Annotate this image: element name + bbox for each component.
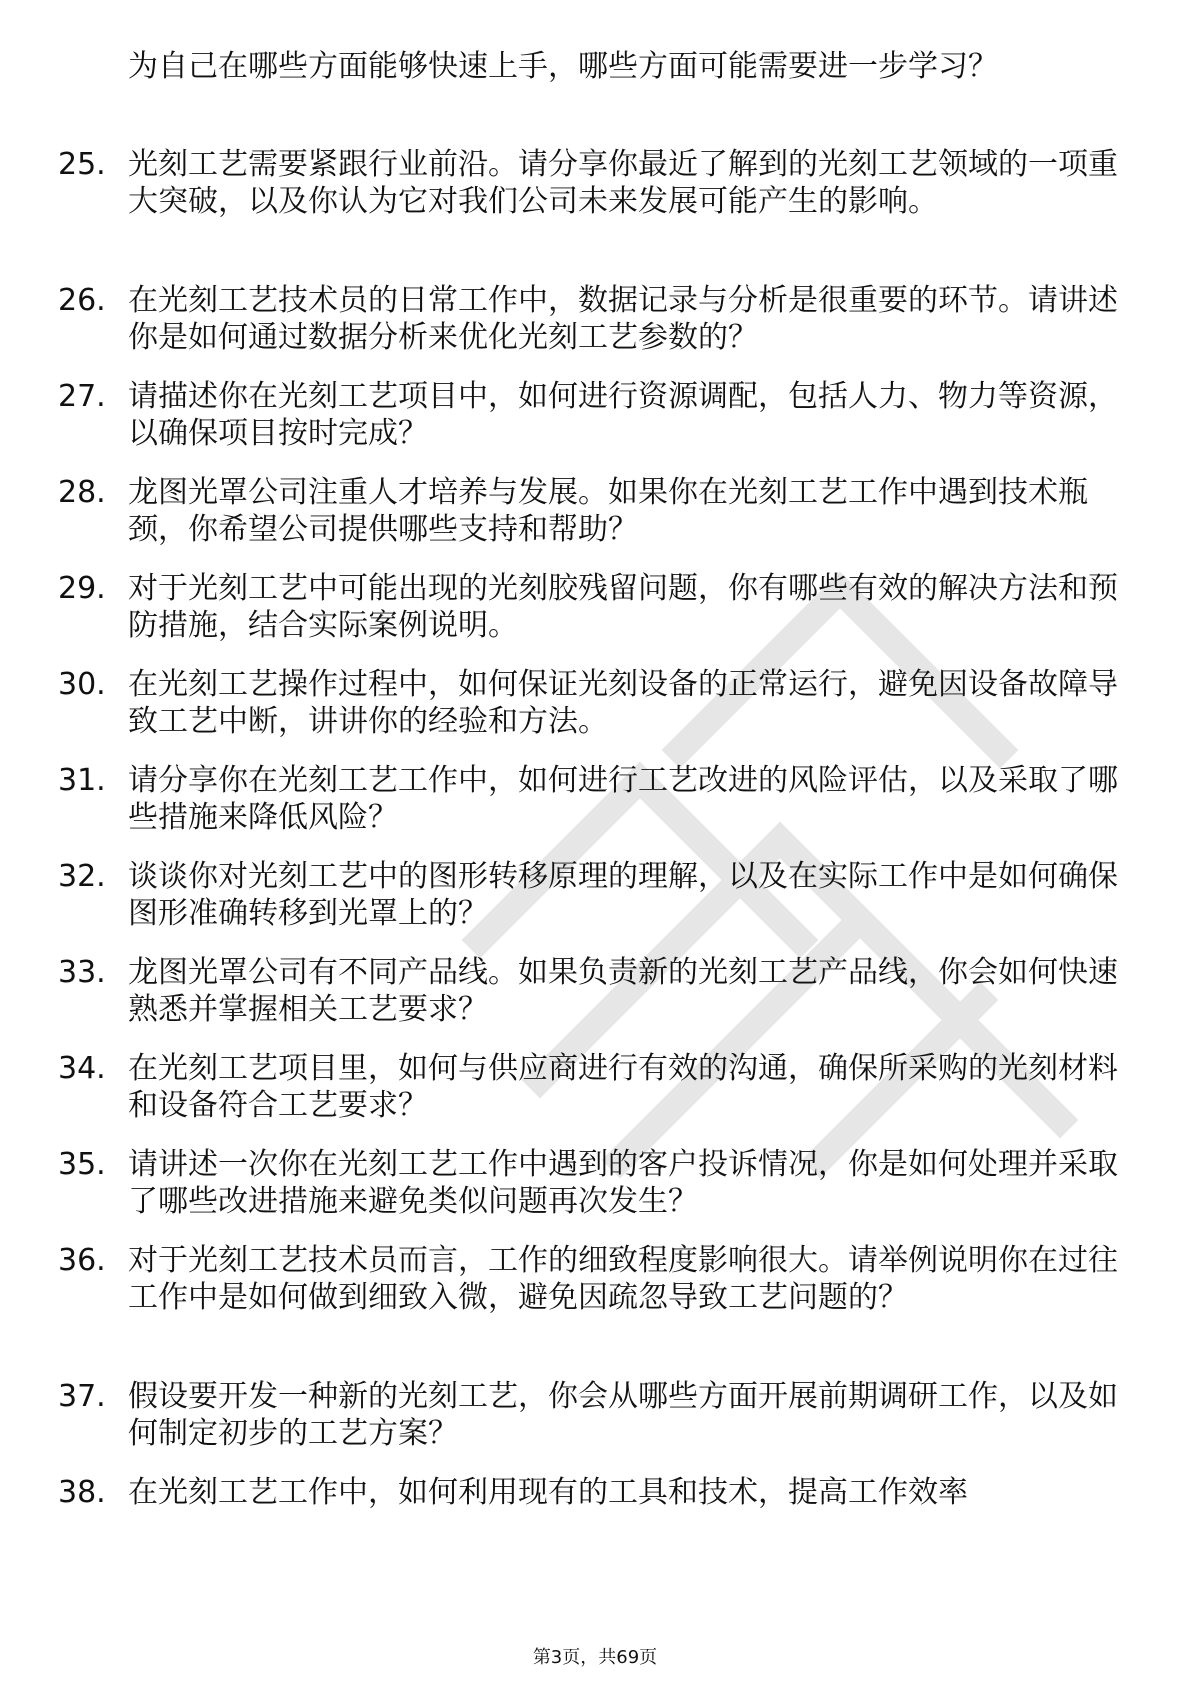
- question-item-30: [58, 666, 1118, 740]
- question-text: 谈谈你对光刻工艺中的图形转移原理的理解，以及在实际工作中是如何确保图形准确转移到光罩上的？: [128, 859, 1118, 931]
- question-text: 对于光刻工艺技术员而言，工作的细致程度影响很大。请举例说明你在过往工作中是如何做到细致入微，避免因疏忽导致工艺问题的？: [128, 1243, 1118, 1315]
- question-number: 27.: [58, 379, 106, 414]
- question-text: 请讲述一次你在光刻工艺工作中遇到的客户投诉情况，你是如何处理并采取了哪些改进措施来避免类似问题再次发生？: [128, 1147, 1118, 1219]
- question-item-33: [58, 954, 1118, 1028]
- question-text: 对于光刻工艺中可能出现的光刻胶残留问题，你有哪些有效的解决方法和预防措施，结合实际案例说明。: [128, 571, 1118, 643]
- question-item-25: [58, 146, 1118, 220]
- question-item-31: [58, 762, 1118, 836]
- question-item-29: [58, 570, 1118, 644]
- question-number: 25.: [58, 147, 106, 182]
- question-number: 31.: [58, 763, 106, 798]
- question-number: 30.: [58, 667, 106, 702]
- page-footer: 第3页，共69页: [532, 1647, 658, 1668]
- question-number: 34.: [58, 1051, 106, 1086]
- question-text: 在光刻工艺操作过程中，如何保证光刻设备的正常运行，避免因设备故障导致工艺中断，讲讲你的经验和方法。: [128, 667, 1118, 739]
- question-number: 33.: [58, 955, 106, 990]
- question-text: 在光刻工艺工作中，如何利用现有的工具和技术，提高工作效率: [128, 1475, 968, 1510]
- question-item-35: [58, 1146, 1118, 1220]
- question-number: 37.: [58, 1379, 106, 1414]
- question-text: 光刻工艺需要紧跟行业前沿。请分享你最近了解到的光刻工艺领域的一项重大突破，以及你认为它对我们公司未来发展可能产生的影响。: [128, 147, 1118, 219]
- question-item-34: [58, 1050, 1118, 1124]
- question-item-32: [58, 858, 1118, 932]
- question-item-28: [58, 474, 1118, 548]
- question-text: 龙图光罩公司注重人才培养与发展。如果你在光刻工艺工作中遇到技术瓶颈，你希望公司提供哪些支持和帮助？: [128, 475, 1088, 547]
- question-number: 32.: [58, 859, 106, 894]
- question-number: 38.: [58, 1475, 106, 1510]
- question-item-24-continued: [58, 48, 1118, 85]
- question-text: 龙图光罩公司有不同产品线。如果负责新的光刻工艺产品线，你会如何快速熟悉并掌握相关工艺要求？: [128, 955, 1118, 1027]
- question-text: 在光刻工艺技术员的日常工作中，数据记录与分析是很重要的环节。请讲述你是如何通过数据分析来优化光刻工艺参数的？: [128, 283, 1118, 355]
- question-text: 请描述你在光刻工艺项目中，如何进行资源调配，包括人力、物力等资源，以确保项目按时完成？: [128, 379, 1118, 451]
- question-text: 假设要开发一种新的光刻工艺，你会从哪些方面开展前期调研工作，以及如何制定初步的工艺方案？: [128, 1379, 1118, 1451]
- question-item-36: [58, 1242, 1118, 1316]
- question-number: 29.: [58, 571, 106, 606]
- question-text: 为自己在哪些方面能够快速上手，哪些方面可能需要进一步学习？: [128, 49, 998, 84]
- question-number: 28.: [58, 475, 106, 510]
- question-item-26: [58, 282, 1118, 356]
- question-item-27: [58, 378, 1118, 452]
- question-text: 在光刻工艺项目里，如何与供应商进行有效的沟通，确保所采购的光刻材料和设备符合工艺要求？: [128, 1051, 1118, 1123]
- question-item-38: [58, 1474, 1118, 1511]
- question-item-37: [58, 1378, 1118, 1452]
- question-number: 26.: [58, 283, 106, 318]
- question-text: 请分享你在光刻工艺工作中，如何进行工艺改进的风险评估，以及采取了哪些措施来降低风险？: [128, 763, 1118, 835]
- question-number: 35.: [58, 1147, 106, 1182]
- question-number: 36.: [58, 1243, 106, 1278]
